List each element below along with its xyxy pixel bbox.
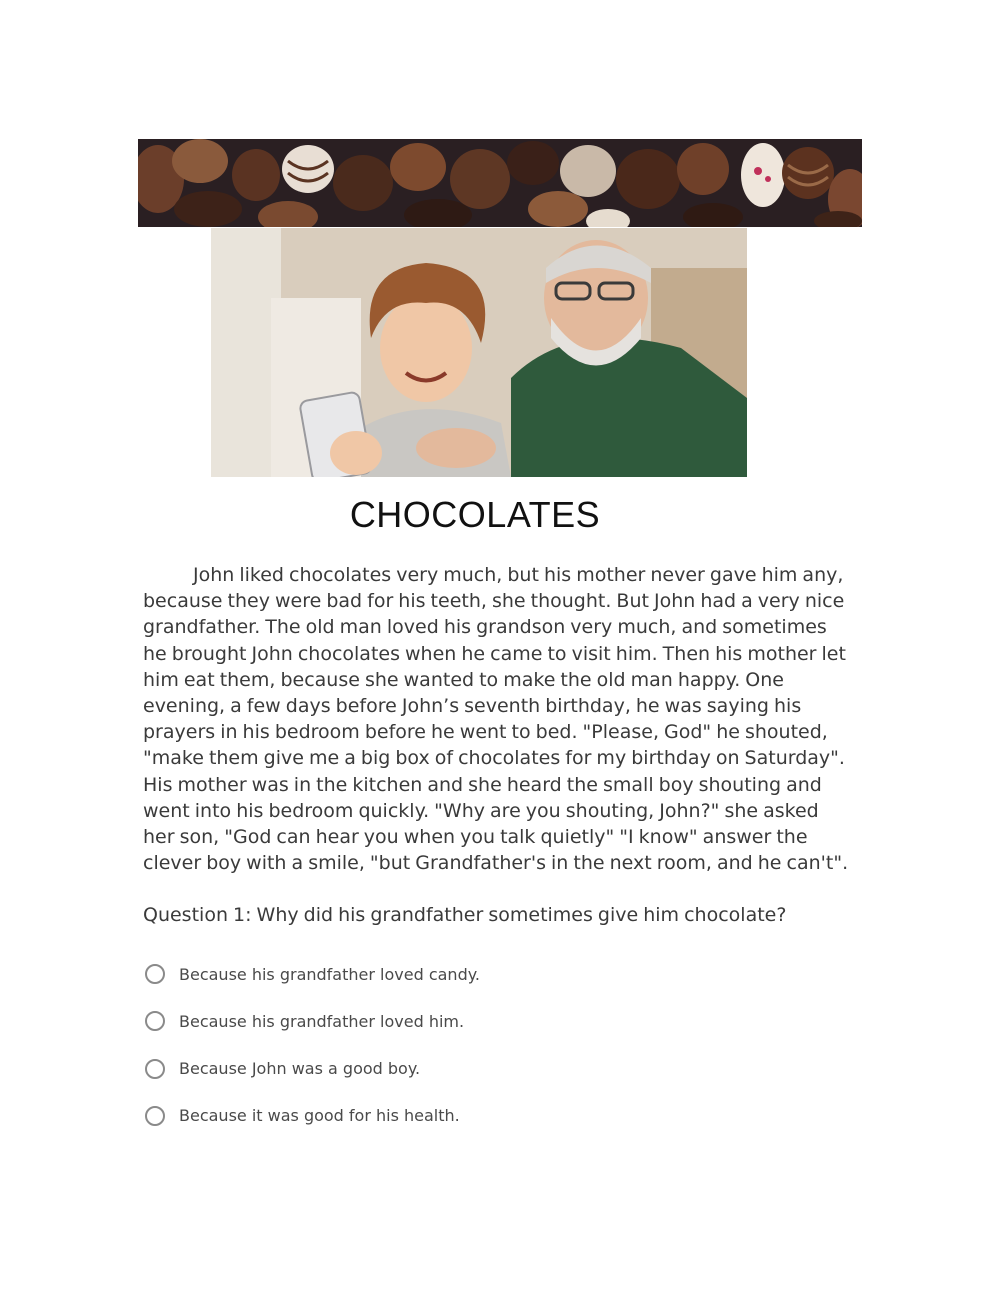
answer-option[interactable] (145, 1104, 480, 1128)
answer-option[interactable] (145, 1009, 480, 1033)
answer-option[interactable] (145, 1057, 480, 1081)
answer-option-label: Because his grandfather loved candy. (179, 964, 480, 984)
answer-option-label: Because his grandfather loved him. (179, 1011, 465, 1031)
answer-option-label: Because John was a good boy. (179, 1059, 421, 1079)
story-paragraph (143, 562, 855, 876)
chocolates-banner-image (138, 139, 862, 227)
radio-button[interactable] (145, 1059, 165, 1079)
page-title: CHOCOLATES (349, 494, 601, 535)
story-text: John liked chocolates very much, but his mother never gave him any, because they were bad for his teeth, she thought. But John had a very nice grandfather. The old man loved his grandson very much, and sometimes he brought John chocolates when he came to visit him. Then his mother let him eat them, because she wanted to make the old man happy. One evening, a few days before John’s seventh birthday, he was saying his prayers in his bedroom before he went to bed. "Please, God" he shouted, "make them give me a big box of chocolates for my birthday on Saturday". His mother was in the kitchen and she heard the small boy shouting and went into his bedroom quickly. "Why are you shouting, John?" she asked her son, "God can hear you when you talk quietly" "I know" answer the clever boy with a smile, "but Grandfather's in the next room, and he can't". (143, 564, 849, 875)
chocolates-banner-icon (138, 139, 862, 227)
question-text: Question 1: Why did his grandfather sometimes give him chocolate? (143, 904, 787, 926)
answer-option[interactable] (145, 962, 480, 986)
boy-and-grandfather-photo-icon (211, 228, 747, 477)
answer-option-label: Because it was good for his health. (179, 1106, 460, 1126)
radio-button[interactable] (145, 964, 165, 984)
boy-and-grandfather-photo (211, 228, 747, 477)
answer-options (145, 962, 480, 1151)
radio-button[interactable] (145, 1011, 165, 1031)
radio-button[interactable] (145, 1106, 165, 1126)
